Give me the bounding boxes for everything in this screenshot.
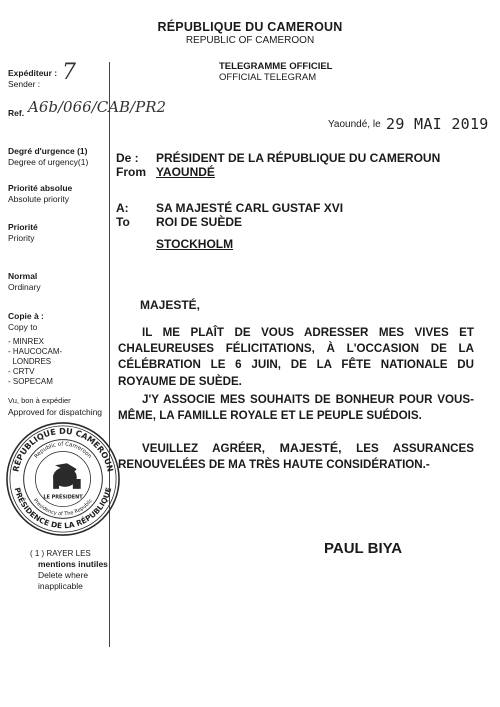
telegram-title-fr: TELEGRAMME OFFICIEL bbox=[219, 61, 333, 72]
header-title: RÉPUBLIQUE DU CAMEROUN bbox=[157, 20, 343, 34]
letter-paragraph-1: IL ME PLAÎT DE VOUS ADRESSER MES VIVES ET CHALEUREUSES FÉLICITATIONS, À L'OCCASION DE LA CÉLÉBRATION LE 6 JUIN, DE LA FÊTE NATIONALE DU ROYAUME DE SUÈDE. bbox=[118, 326, 474, 388]
normal-en: Ordinary bbox=[8, 282, 41, 292]
footnote-line-1: ( 1 ) RAYER LES bbox=[30, 549, 91, 558]
svg-text:Republic of Cameroon bbox=[34, 442, 93, 461]
ref-handwritten-value: A6b/066/CAB/PR2 bbox=[28, 98, 167, 116]
sender-label-fr: Expéditeur : bbox=[8, 68, 58, 78]
to-label-fr: A: bbox=[116, 201, 129, 215]
sender-label-en: Sender : bbox=[8, 79, 41, 89]
copy-item: - CRTV bbox=[8, 367, 35, 376]
normal-fr: Normal bbox=[8, 271, 38, 281]
priority-absolute-fr: Priorité absolue bbox=[8, 183, 73, 193]
signature-name: PAUL BIYA bbox=[324, 540, 403, 557]
closing-part-c: LES ASSURANCES RENOUVELÉES DE MA TRÈS HAUTE CONSIDÉRATION.- bbox=[118, 442, 474, 472]
copy-label-en: Copy to bbox=[8, 322, 38, 332]
closing-majeste: MAJESTÉ, bbox=[279, 441, 342, 455]
footnote-line-2: mentions inutiles bbox=[38, 559, 108, 569]
date-place: Yaoundé, le bbox=[328, 119, 381, 130]
sender-handwritten-value: 7 bbox=[62, 60, 76, 85]
to-label-en: To bbox=[116, 215, 130, 229]
copy-item: - SOPECAM bbox=[8, 377, 53, 386]
from-label-fr: De : bbox=[116, 151, 139, 165]
from-label-en: From bbox=[116, 165, 146, 179]
seal-outer-top: RÉPUBLIQUE DU CAMEROUN bbox=[11, 426, 115, 473]
svg-text:PRÉSIDENCE DE LA RÉPUBLIQUE bbox=[13, 487, 114, 531]
copy-item: LONDRES bbox=[8, 357, 52, 366]
letter-salutation: MAJESTÉ, bbox=[140, 298, 201, 312]
to-title: ROI DE SUÈDE bbox=[156, 215, 243, 229]
copy-item: - MINREX bbox=[8, 337, 44, 346]
presidential-seal-icon bbox=[4, 420, 122, 538]
footnote-line-4: inapplicable bbox=[38, 581, 83, 591]
footnote-line-3: Delete where bbox=[38, 570, 89, 580]
priority-fr: Priorité bbox=[8, 222, 38, 232]
telegram-title-en: OFFICIAL TELEGRAM bbox=[219, 72, 317, 83]
urgency-label-en: Degree of urgency(1) bbox=[8, 157, 89, 167]
from-name: PRÉSIDENT DE LA RÉPUBLIQUE DU CAMEROUN bbox=[156, 151, 441, 165]
letter-paragraph-2: J'Y ASSOCIE MES SOUHAITS DE BONHEUR POUR VOUS-MÊME, LA FAMILLE ROYALE ET LE PEUPLE SUÉDOIS. bbox=[118, 393, 474, 423]
priority-en: Priority bbox=[8, 233, 35, 243]
dispatch-label-en: Approved for dispatching bbox=[8, 407, 103, 417]
closing-part-a: VEUILLEZ AGRÉER, bbox=[142, 442, 265, 455]
urgency-label-fr: Degré d'urgence (1) bbox=[8, 146, 88, 156]
letter-paragraph-3 bbox=[118, 440, 474, 473]
seal-center-text: LE PRÉSIDENT bbox=[43, 494, 83, 501]
column-divider bbox=[109, 62, 110, 647]
to-name: SA MAJESTÉ CARL GUSTAF XVI bbox=[156, 201, 344, 215]
from-city: YAOUNDÉ bbox=[156, 165, 215, 179]
date-stamp: 29 MAI 2019 bbox=[386, 115, 489, 133]
seal-outer-bottom: PRÉSIDENCE DE LA RÉPUBLIQUE bbox=[12, 486, 114, 531]
copy-label-fr: Copie à : bbox=[8, 311, 44, 321]
seal-inner-top: Republic of Cameroon bbox=[33, 441, 93, 460]
copy-item: - HAUCOCAM- bbox=[8, 347, 63, 356]
header-subtitle: REPUBLIC OF CAMEROON bbox=[185, 35, 315, 46]
priority-absolute-en: Absolute priority bbox=[8, 194, 69, 204]
seal-inner-bottom: Presidency of The Republic bbox=[31, 497, 95, 518]
to-city: STOCKHOLM bbox=[156, 237, 234, 251]
ref-label: Ref. bbox=[8, 108, 25, 118]
dispatch-label-fr: Vu, bon à expédier bbox=[8, 396, 71, 405]
